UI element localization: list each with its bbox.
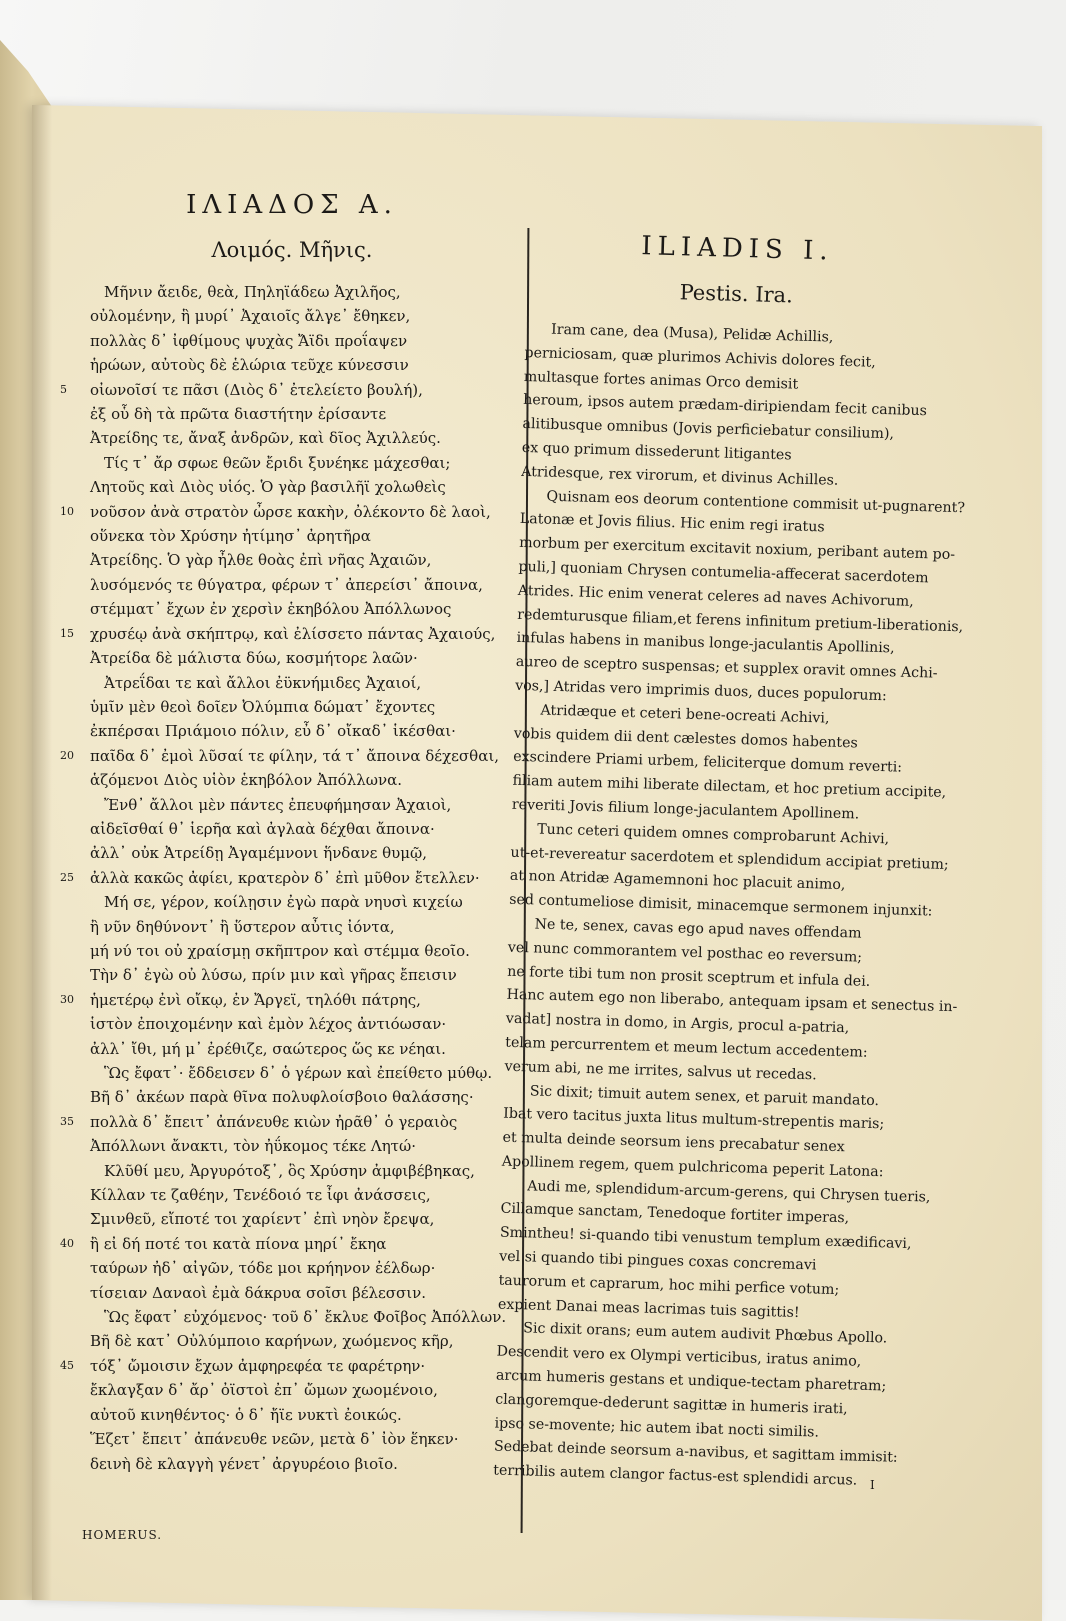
line-number: 5 (60, 382, 67, 396)
verse-text: clangoremque-dederunt sagittæ in humeris irati, (495, 1391, 848, 1418)
verse-text: Λητοῦς καὶ Διὸς υἱός. Ὁ γὰρ βασιλῆϊ χολωθεὶς (90, 478, 446, 497)
verse-text: et multa deinde seorsum iens precabatur senex (502, 1129, 846, 1156)
verse-text: Audi me, splendidum-arcum-gerens, qui Chrysen tueris, (527, 1178, 931, 1206)
verse-text: παῖδα δ᾽ ἐμοὶ λῦσαί τε φίλην, τά τ᾽ ἄποινα δέχεσθαι, (90, 746, 499, 765)
verse-text: λυσόμενός τε θύγατρα, φέρων τ᾽ ἀπερείσι᾽ ἄποινα, (90, 575, 483, 594)
greek-verse-line (62, 1329, 522, 1353)
greek-verse-line (62, 963, 522, 987)
greek-verse-line (62, 1354, 522, 1378)
greek-verse-line (62, 915, 522, 939)
verse-text: perniciosam, quæ plurimos Achivis dolores fecit, (524, 344, 876, 371)
verse-text: ipso se-movente; hic autem ibat nocti similis. (494, 1415, 820, 1441)
verse-text: οὐλομένην, ἣ μυρί᾽ Ἀχαιοῖς ἄλγε᾽ ἔθηκεν, (90, 307, 411, 326)
verse-text: vel nunc commorantem vel posthac eo reversum; (507, 939, 863, 966)
line-number: 25 (60, 870, 74, 884)
greek-verse-line (62, 890, 522, 914)
verse-text: αἰδεῖσθαί θ᾽ ἱερῆα καὶ ἀγλαὰ δέχθαι ἄποινα· (90, 819, 435, 838)
greek-verse-line (62, 573, 522, 597)
verse-text: Ἀτρείδης. Ὁ γὰρ ἦλθε θοὰς ἐπὶ νῆας Ἀχαιῶν, (90, 551, 432, 570)
greek-subtitle: Λοιμός. Μῆνις. (211, 238, 373, 262)
verse-text: Smintheu! si-quando tibi venustum templum exædificavi, (499, 1224, 912, 1253)
verse-text: redemturusque filiam,et ferens infinitum pretium-liberationis, (516, 606, 964, 635)
verse-text: Σμινθεῦ, εἴποτέ τοι χαρίεντ᾽ ἐπὶ νηὸν ἔρεψα, (90, 1210, 435, 1229)
verse-text: vos,] Atridas vero imprimis duos, duces populorum: (514, 677, 887, 705)
greek-verse-line (62, 1207, 522, 1231)
greek-verse-line (62, 1134, 522, 1158)
greek-verse-line (62, 646, 522, 670)
greek-verse-line (62, 1305, 522, 1329)
verse-text: Atrides. Hic enim venerat celeres ad naves Achivorum, (517, 582, 914, 610)
greek-verse-line (62, 329, 522, 353)
verse-text: aureo de sceptro suspensas; et supplex oravit omnes Achi- (515, 653, 938, 682)
greek-verse-list (62, 280, 522, 1476)
greek-verse-line (62, 1427, 522, 1451)
verse-text: Τίς τ᾽ ἄρ σφωε θεῶν ἔριδι ξυνέηκε μάχεσθαι; (104, 453, 451, 472)
greek-verse-line (62, 451, 522, 475)
verse-text: reveriti Jovis filium longe-jaculantem Apollinem. (511, 796, 860, 823)
latin-verse-list (493, 318, 966, 1495)
verse-text: μή νύ τοι οὐ χραίσμῃ σκῆπτρον καὶ στέμμα θεοῖο. (90, 941, 470, 960)
verse-text: ἢ εἰ δή ποτέ τοι κατὰ πίονα μηρί᾽ ἔκηα (90, 1234, 387, 1253)
verse-text: ταύρων ἠδ᾽ αἰγῶν, τόδε μοι κρήηνον ἐέλδωρ· (90, 1259, 436, 1278)
latin-title: ILIADIS I. (640, 231, 835, 267)
line-number: 35 (60, 1114, 74, 1128)
verse-text: ἐκπέρσαι Πριάμοιο πόλιν, εὖ δ᾽ οἴκαδ᾽ ἱκέσθαι· (90, 722, 456, 741)
verse-text: ἱστὸν ἐποιχομένην καὶ ἐμὸν λέχος ἀντιόωσαν· (90, 1015, 447, 1034)
verse-text: Cillamque sanctam, Tenedoque fortiter imperas, (500, 1201, 850, 1227)
greek-verse-line (62, 597, 522, 621)
greek-verse-line (62, 475, 522, 499)
verse-text: Ἀτρεΐδαι τε καὶ ἄλλοι ἐϋκνήμιδες Ἀχαιοί, (104, 673, 422, 692)
greek-verse-line (62, 1378, 522, 1402)
verse-text: οἰωνοῖσί τε πᾶσι (Διὸς δ᾽ ἐτελείετο βουλή), (90, 380, 423, 399)
verse-text: taurorum et caprarum, hoc mihi perfice votum; (498, 1272, 840, 1298)
verse-text: Iram cane, dea (Musa), Pelidæ Achillis, (550, 321, 834, 346)
verse-text: Μή σε, γέρον, κοίλῃσιν ἐγὼ παρὰ νηυσὶ κιχείω (104, 893, 463, 912)
greek-verse-line (62, 1256, 522, 1280)
verse-text: τίσειαν Δαναοὶ ἐμὰ δάκρυα σοῖσι βέλεσσιν. (90, 1283, 427, 1302)
verse-text: Apollinem regem, quem pulchricoma peperit Latona: (501, 1153, 884, 1181)
verse-text: vobis quidem dii dent cælestes domos habentes (513, 725, 859, 751)
greek-verse-line (62, 988, 522, 1012)
verse-text: verum abi, ne me irrites, salvus ut recedas. (504, 1058, 817, 1084)
verse-text: αὐτοῦ κινηθέντος· ὁ δ᾽ ἤϊε νυκτὶ ἐοικώς. (90, 1405, 402, 1424)
verse-text: sed contumeliose dimisit, minacemque sermonem injunxit: (509, 891, 933, 920)
verse-text: στέμματ᾽ ἔχων ἐν χερσὶν ἑκηβόλου Ἀπόλλωνος (90, 600, 452, 619)
verse-text: Atridæque et ceteri bene-ocreati Achivi, (540, 702, 830, 727)
greek-verse-line (62, 793, 522, 817)
greek-verse-line (62, 1037, 522, 1061)
verse-text: δεινὴ δὲ κλαγγὴ γένετ᾽ ἀργυρέοιο βιοῖο. (90, 1454, 398, 1473)
verse-text: ἡρώων, αὐτοὺς δὲ ἑλώρια τεῦχε κύνεσσιν (90, 356, 409, 375)
verse-text: terribilis autem clangor factus-est splendidi arcus. (493, 1462, 858, 1489)
verse-text: morbum per exercitum excitavit noxium, peribant autem po- (518, 535, 956, 564)
verse-text: Quisnam eos deorum contentione commisit ut-pugnarent? (546, 488, 966, 516)
greek-verse-line (62, 1159, 522, 1183)
page-mark: I (870, 1478, 875, 1492)
verse-text: Ὣς ἔφατ᾽ εὐχόμενος· τοῦ δ᾽ ἔκλυε Φοῖβος Ἀπόλλων. (104, 1308, 507, 1327)
greek-verse-line (62, 866, 522, 890)
verse-text: ἀλλ᾽ οὐκ Ἀτρείδῃ Ἀγαμέμνονι ἥνδανε θυμῷ, (90, 844, 428, 863)
greek-verse-line (62, 1110, 522, 1134)
verse-text: filiam autem mihi liberate dilectam, et hoc pretium accipite, (512, 772, 947, 802)
greek-verse-line (62, 426, 522, 450)
verse-text: οὕνεκα τὸν Χρύσην ἠτίμησ᾽ ἀρητῆρα (90, 527, 371, 546)
greek-title: ΙΛΙΑΔΟΣ Α. (186, 190, 398, 220)
verse-text: telam percurrentem et meum lectum accedentem: (505, 1034, 868, 1061)
verse-text: Ibat vero tacitus juxta litus multum-strepentis maris; (503, 1105, 885, 1133)
greek-verse-line (62, 500, 522, 524)
verse-text: expient Danai meas lacrimas tuis sagittis! (497, 1296, 800, 1321)
greek-verse-line (62, 768, 522, 792)
verse-text: ne forte tibi tum non prosit sceptrum et infula dei. (507, 963, 871, 990)
verse-text: Βῆ δ᾽ ἀκέων παρὰ θῖνα πολυφλοίσβοιο θαλάσσης· (90, 1088, 474, 1107)
verse-text: Κίλλαν τε ζαθέην, Τενέδοιό τε ἶφι ἀνάσσεις, (90, 1186, 431, 1205)
verse-text: ἐξ οὗ δὴ τὰ πρῶτα διαστήτην ἐρίσαντε (90, 405, 387, 424)
footer-signature: HOMERUS. (82, 1528, 163, 1542)
verse-text: puli,] quoniam Chrysen contumelia-affecerat sacerdotem (518, 558, 929, 587)
greek-verse-line (62, 378, 522, 402)
verse-text: τόξ᾽ ὤμοισιν ἔχων ἀμφηρεφέα τε φαρέτρην· (90, 1356, 426, 1375)
greek-verse-line (62, 1281, 522, 1305)
greek-verse-line (62, 622, 522, 646)
verse-text: Sic dixit orans; eum autem audivit Phœbus Apollo. (523, 1320, 888, 1347)
verse-text: ut-et-revereatur sacerdotem et splendidum accipiat pretium; (510, 844, 949, 873)
line-number: 20 (60, 748, 74, 762)
line-number: 30 (60, 992, 74, 1006)
verse-text: at non Atridæ Agamemnoni hoc placuit animo, (509, 868, 846, 894)
greek-verse-line (62, 353, 522, 377)
greek-verse-line (62, 841, 522, 865)
latin-column (493, 228, 966, 1495)
verse-text: ἡμετέρῳ ἐνὶ οἴκῳ, ἐν Ἄργεϊ, τηλόθι πάτρης, (90, 990, 421, 1009)
verse-text: multasque fortes animas Orco demisit (523, 368, 799, 393)
verse-text: Βῆ δὲ κατ᾽ Οὐλύμποιο καρήνων, χωόμενος κῆρ, (90, 1332, 454, 1351)
verse-text: vel si quando tibi pingues coxas concremavi (499, 1248, 817, 1274)
greek-verse-line (62, 1232, 522, 1256)
line-number: 45 (60, 1358, 74, 1372)
verse-text: Sic dixit; timuit autem senex, et paruit mandato. (529, 1082, 880, 1109)
greek-verse-line (62, 671, 522, 695)
greek-verse-line (62, 524, 522, 548)
latin-subtitle: Pestis. Ira. (679, 280, 794, 308)
verse-text: ὑμῖν μὲν θεοὶ δοῖεν Ὀλύμπια δώματ᾽ ἔχοντες (90, 697, 436, 716)
greek-verse-line (62, 1183, 522, 1207)
verse-text: Ἕζετ᾽ ἔπειτ᾽ ἀπάνευθε νεῶν, μετὰ δ᾽ ἰὸν ἕηκεν· (90, 1430, 459, 1449)
verse-text: Μῆνιν ἄειδε, θεὰ, Πηληϊάδεω Ἀχιλῆος, (104, 283, 401, 301)
greek-verse-line (62, 939, 522, 963)
verse-text: alitibusque omnibus (Jovis perficiebatur consilium), (522, 416, 895, 443)
verse-text: infulas habens in manibus longe-jaculantis Apollinis, (516, 630, 895, 657)
verse-text: Latonæ et Jovis filius. Hic enim regi iratus (519, 511, 825, 536)
line-number: 40 (60, 1236, 74, 1250)
line-number: 10 (60, 504, 74, 518)
greek-verse-line (62, 1085, 522, 1109)
verse-text: arcum humeris gestans et undique-tectam pharetram; (495, 1367, 887, 1395)
verse-text: Ἔνθ᾽ ἄλλοι μὲν πάντες ἐπευφήμησαν Ἀχαιοὶ, (104, 795, 452, 814)
verse-text: Ἀτρείδα δὲ μάλιστα δύω, κοσμήτορε λαῶν· (90, 649, 418, 668)
verse-text: ἀλλὰ κακῶς ἀφίει, κρατερὸν δ᾽ ἐπὶ μῦθον ἔτελλεν· (90, 868, 480, 887)
greek-verse-line (62, 695, 522, 719)
greek-verse-line (62, 548, 522, 572)
verse-text: πολλὰς δ᾽ ἰφθίμους ψυχὰς Ἄϊδι προΐαψεν (90, 331, 408, 350)
greek-verse-line (62, 817, 522, 841)
verse-text: ἁζόμενοι Διὸς υἱὸν ἑκηβόλον Ἀπόλλωνα. (90, 771, 402, 790)
verse-text: vadat] nostra in domo, in Argis, procul a-patria, (505, 1010, 850, 1037)
verse-text: Κλῦθί μευ, Ἀργυρότοξ᾽, ὃς Χρύσην ἀμφιβέβηκας, (104, 1161, 475, 1180)
greek-column (62, 190, 522, 1476)
gutter-shadow (32, 105, 52, 1600)
verse-text: heroum, ipsos autem prædam-diripiendam fecit canibus (522, 392, 928, 420)
greek-verse-line (62, 402, 522, 426)
verse-text: exscindere Priami urbem, feliciterque domum reverti: (512, 749, 903, 776)
verse-text: Τὴν δ᾽ ἐγὼ οὐ λύσω, πρίν μιν καὶ γῆρας ἔπεισιν (90, 966, 457, 985)
greek-verse-line (62, 1061, 522, 1085)
greek-verse-line (62, 304, 522, 328)
verse-text: ἀλλ᾽ ἴθι, μή μ᾽ ἐρέθιζε, σαώτερος ὥς κε νέηαι. (90, 1039, 446, 1058)
verse-text: Ἀτρείδης τε, ἄναξ ἀνδρῶν, καὶ δῖος Ἀχιλλεύς. (90, 429, 441, 448)
greek-verse-line (62, 1452, 522, 1476)
line-number: 15 (60, 626, 74, 640)
verse-text: Hanc autem ego non liberabo, antequam ipsam et senectus in- (506, 987, 958, 1016)
verse-text: Tunc ceteri quidem omnes comprobarunt Achivi, (536, 821, 890, 848)
verse-text: Ne te, senex, cavas ego apud naves offendam (534, 916, 862, 942)
greek-verse-line (62, 1403, 522, 1427)
verse-text: ex quo primum dissederunt litigantes (521, 439, 792, 464)
verse-text: Atridesque, rex virorum, et divinus Achilles. (520, 463, 839, 489)
greek-verse-line (62, 719, 522, 743)
verse-text: Ἀπόλλωνι ἄνακτι, τὸν ἠΰκομος τέκε Λητώ· (90, 1137, 416, 1156)
greek-verse-line (62, 280, 522, 304)
greek-verse-line (62, 744, 522, 768)
verse-text: χρυσέῳ ἀνὰ σκήπτρῳ, καὶ ἐλίσσετο πάντας Ἀχαιούς, (90, 624, 496, 643)
verse-text: Ὣς ἔφατ᾽· ἔδδεισεν δ᾽ ὁ γέρων καὶ ἐπείθετο μύθῳ. (104, 1064, 493, 1082)
verse-text: νοῦσον ἀνὰ στρατὸν ὦρσε κακὴν, ὀλέκοντο δὲ λαοὶ, (90, 502, 491, 521)
verse-text: ἔκλαγξαν δ᾽ ἄρ᾽ ὀϊστοὶ ἐπ᾽ ὤμων χωομένοιο, (90, 1381, 438, 1400)
verse-text: ἢ νῦν δηθύνοντ᾽ ἢ ὕστερον αὖτις ἰόντα, (90, 917, 395, 936)
verse-text: Sedebat deinde seorsum a-navibus, et sagittam immisit: (493, 1438, 898, 1467)
verse-text: Descendit vero ex Olympi verticibus, iratus animo, (496, 1343, 862, 1371)
greek-verse-line (62, 1012, 522, 1036)
verse-text: πολλὰ δ᾽ ἔπειτ᾽ ἀπάνευθε κιὼν ἠρᾶθ᾽ ὁ γεραιὸς (90, 1112, 458, 1131)
